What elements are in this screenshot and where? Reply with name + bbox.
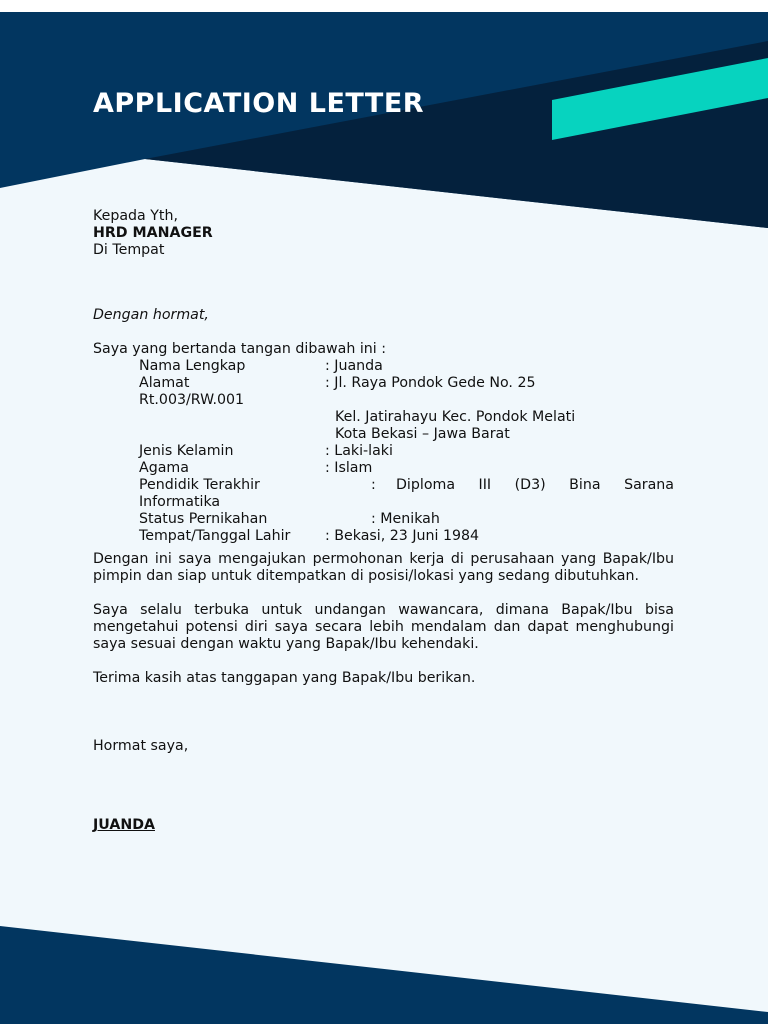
detail-label: Status Pernikahan [139,511,268,527]
spacer [93,755,674,817]
detail-label: Jenis Kelamin [139,443,234,459]
detail-value-wrap: Informatika [139,494,221,510]
detail-row-name [93,358,674,375]
signature-name: JUANDA [93,817,155,833]
detail-value: Rt.003/RW.001 [139,392,245,408]
detail-row-address [93,375,674,392]
footer-navy-band [0,926,768,1024]
detail-row-birth [93,528,674,545]
detail-row-marital [93,511,674,528]
salutation: Dengan hormat, [93,307,209,323]
detail-row-gender [93,443,674,460]
detail-value: Diploma III (D3) Bina Sarana [396,477,674,493]
detail-value: : Islam [325,460,373,476]
body-paragraph-1: Dengan ini saya mengajukan permohonan kerja di perusahaan yang Bapak/Ibu pimpin dan siap untuk ditempatkan di posisi/lokasi yang sedang dibutuhkan. [93,551,674,584]
detail-label: Alamat [139,375,190,391]
recipient-greeting: Kepada Yth, [93,208,178,224]
detail-value: : Laki-laki [325,443,393,459]
detail-value: Kel. Jatirahayu Kec. Pondok Melati [335,409,576,425]
spacer [93,653,674,670]
detail-label: Tempat/Tanggal Lahir [139,528,291,544]
detail-colon: : [371,477,376,493]
intro-text: Saya yang bertanda tangan dibawah ini : [93,341,386,357]
recipient-position: HRD MANAGER [93,225,213,241]
spacer [93,259,674,307]
detail-row-religion [93,460,674,477]
letter-page [0,12,768,1024]
detail-value: : Jl. Raya Pondok Gede No. 25 [325,375,536,391]
detail-value: Kota Bekasi – Jawa Barat [335,426,510,442]
detail-value: : Bekasi, 23 Juni 1984 [325,528,480,544]
detail-label: Pendidik Terakhir [139,477,260,493]
detail-row-address-line3 [93,426,674,443]
recipient-place: Di Tempat [93,242,165,258]
detail-row-address-line2 [93,409,674,426]
closing-text: Hormat saya, [93,738,189,754]
detail-value: : Juanda [325,358,383,374]
detail-row-address-wrap [93,392,674,409]
letter-body [93,208,674,834]
body-paragraph-2: Saya selalu terbuka untuk undangan wawancara, dimana Bapak/Ibu bisa mengetahui potensi diri saya secara lebih mendalam dan dapat menghubungi saya sesuai dengan waktu yang Bapak/Ibu kehendaki. [93,602,674,652]
detail-label: Nama Lengkap [139,358,246,374]
spacer [93,687,674,738]
detail-label: Agama [139,460,189,476]
spacer [93,324,674,341]
detail-value: : Menikah [371,511,440,527]
detail-row-education [93,477,674,511]
page-title: APPLICATION LETTER [93,88,425,119]
spacer [93,585,674,602]
body-paragraph-3: Terima kasih atas tanggapan yang Bapak/Ibu berikan. [93,670,476,686]
